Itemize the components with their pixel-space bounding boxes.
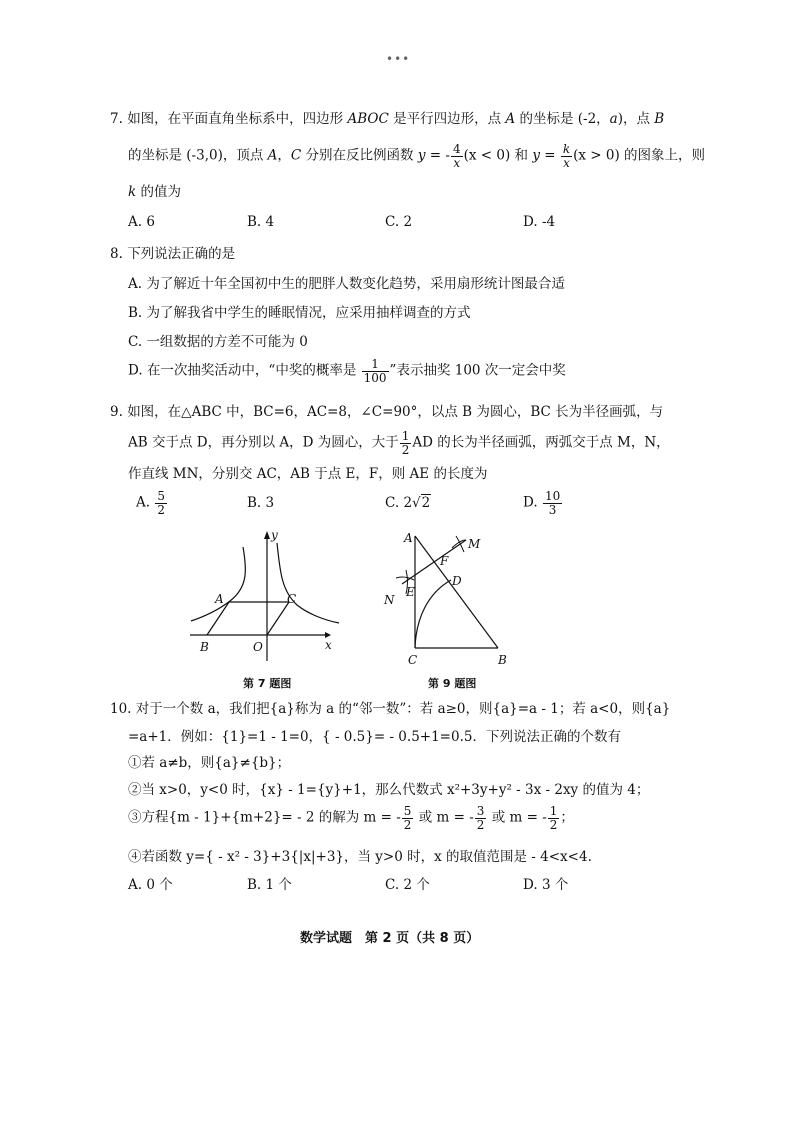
q10-item1: ①若 a≠b，则{a}≠{b}；	[128, 755, 291, 771]
q8-stem: 8. 下列说法正确的是	[110, 246, 236, 262]
fig7-label-a: A	[215, 592, 224, 606]
q10-line1: 10. 对于一个数 a，我们把{a}称为 a 的“邻一数”：若 a≥0，则{a}=a - 1；若 a<0，则{a}	[110, 701, 671, 717]
figure-9	[378, 528, 518, 668]
q7-line2: 的坐标是 (-3,0)，顶点 A，C 分别在反比例函数 y = - $\frac{4}{x}$ (x < 0) 和 y = $\frac{k}{x}$ (x > 0) 的图象上，则	[128, 142, 706, 170]
q9-option-c: C. 2√2	[385, 495, 431, 511]
hyperbola-right	[277, 543, 339, 623]
q9-option-b: B. 3	[247, 495, 275, 511]
q9-option-a: A. $\frac{5}{2}$	[136, 489, 165, 517]
q9-line2: AB 交于点 D，再分别以 A，D 为圆心，大于 $\frac{1}{2}$ AD 的长为半径画弧，两弧交于点 M，N，	[128, 429, 670, 457]
q10-item2: ②当 x>0，y<0 时，{x} - 1={y}+1，那么代数式 x²+3y+y² - 3x - 2xy 的值为 4；	[128, 782, 650, 798]
fig9-label-n: N	[384, 593, 395, 607]
fig7-label-o: O	[253, 640, 263, 654]
q10-item3: ③方程{m - 1}+{m+2}= - 2 的解为 m = - $\frac{5}{2}$ 或 m = - $\frac{3}{2}$ 或 m = - $\frac{1}{2}$ ；	[128, 804, 574, 832]
q7-line1: 7. 如图，在平面直角坐标系中，四边形 ABOC 是平行四边形，点 A 的坐标是 (-2，a)，点 B	[110, 111, 665, 127]
q10-item4: ④若函数 y={ - x² - 3}+3{|x|+3}，当 y>0 时，x 的取值范围是 - 4<x<4.	[128, 849, 592, 865]
q8-fraction: $\frac{1}{100}$	[363, 357, 387, 385]
q10-line2: =a+1．例如：{1}=1 - 1=0，{ - 0.5}= - 0.5+1=0.5．下列说法正确的个数有	[128, 729, 621, 745]
q10-option-c: C. 2 个	[385, 877, 430, 893]
q8-option-b: B. 为了解我省中学生的睡眠情况，应采用抽样调查的方式	[128, 305, 471, 321]
q9-fraction: $\frac{1}{2}$	[401, 429, 410, 457]
q7-option-b: B. 4	[247, 214, 275, 230]
q8-option-d: D. 在一次抽奖活动中，“中奖的概率是 $\frac{1}{100}$ ”表示抽奖 100 次一定会中奖	[128, 357, 566, 385]
q7-option-a: A. 6	[128, 214, 155, 230]
fig9-label-c: C	[408, 653, 418, 667]
q7-option-c: C. 2	[385, 214, 413, 230]
q8-option-c: C. 一组数据的方差不可能为 0	[128, 334, 308, 350]
q10-option-a: A. 0 个	[128, 877, 173, 893]
q8-option-a: A. 为了解近十年全国初中生的肥胖人数变化趋势，采用扇形统计图最合适	[128, 276, 565, 292]
q7-fraction-2: $\frac{k}{x}$	[562, 142, 571, 170]
fig9-label-a: A	[404, 531, 413, 545]
q9-line1: 9. 如图，在△ABC 中，BC=6，AC=8，∠C=90°，以点 B 为圆心，BC 长为半径画弧，与	[110, 404, 664, 420]
fig7-label-c: C	[287, 592, 297, 606]
q9-option-d: D. $\frac{10}{3}$	[523, 489, 561, 517]
fig7-label-x: x	[325, 638, 332, 652]
y-axis-arrow-icon	[264, 531, 270, 539]
fig9-label-m: M	[468, 537, 481, 551]
fig7-caption: 第 7 题图	[243, 677, 292, 690]
arc-cd	[415, 580, 451, 648]
q9-line3: 作直线 MN，分别交 AC，AB 于点 E，F，则 AE 的长度为	[128, 466, 488, 482]
fig9-label-b: B	[498, 653, 507, 667]
header-dots: •••	[386, 52, 411, 66]
fig9-label-f: F	[440, 554, 449, 568]
page-footer: 数学试题 第 2 页（共 8 页）	[300, 931, 480, 946]
q7-number: 7.	[110, 111, 123, 127]
figure-7	[185, 525, 345, 665]
fig9-label-e: E	[406, 585, 415, 599]
q10-option-d: D. 3 个	[523, 877, 569, 893]
fig7-label-b: B	[200, 640, 209, 654]
hyperbola-left	[191, 547, 245, 621]
q7-line3: k 的值为	[128, 184, 181, 200]
q10-option-b: B. 1 个	[247, 877, 292, 893]
fig9-caption: 第 9 题图	[428, 677, 477, 690]
fig7-label-y: y	[271, 528, 278, 542]
q7-fraction-1: $\frac{4}{x}$	[452, 142, 461, 170]
fig9-label-d: D	[452, 574, 462, 588]
q7-option-d: D. -4	[523, 214, 556, 230]
